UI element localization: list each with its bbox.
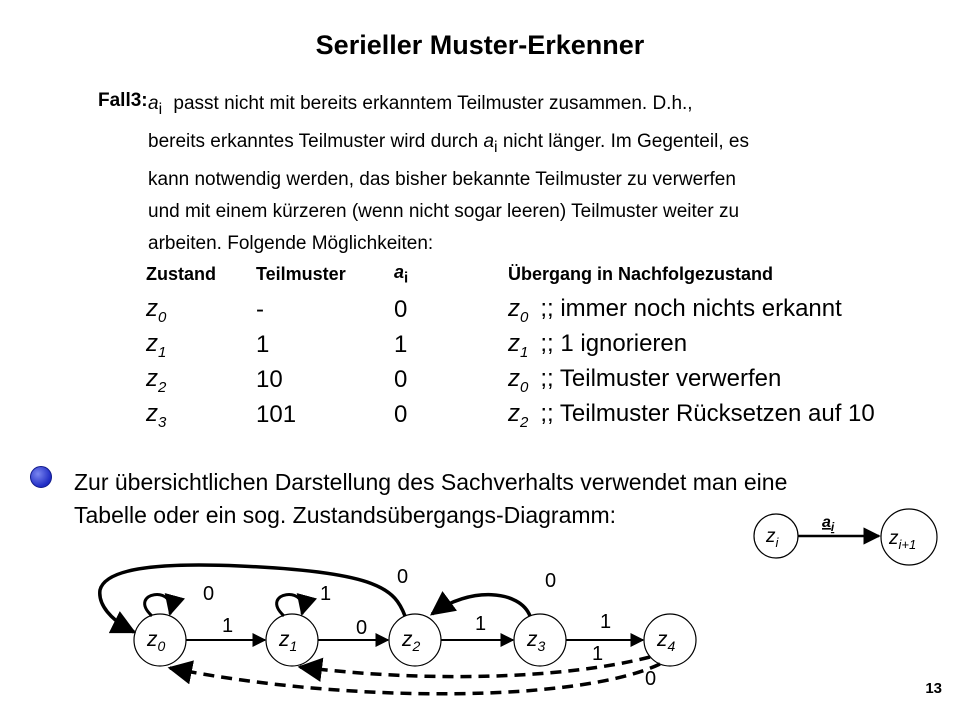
edge-z1-z1	[277, 595, 303, 616]
cell-pattern: 10	[256, 366, 283, 394]
header-transition: Übergang in Nachfolgezustand	[508, 263, 774, 284]
page-number: 13	[925, 680, 942, 697]
label-z0-z0: 0	[203, 583, 215, 605]
header-input: $a_i$	[394, 262, 409, 287]
edge-z0-z0	[145, 595, 171, 616]
state-z4-label: $z_4$	[657, 628, 676, 654]
cell-pattern: 1	[256, 331, 270, 359]
cell-input: 0	[394, 401, 408, 429]
header-state: Zustand	[146, 263, 216, 284]
case-line-4: und mit einem kürzeren (wenn nicht sogar leeren) Teilmuster weiter zu	[148, 200, 740, 222]
cell-input: 1	[394, 331, 408, 359]
label-z1-z1: 1	[320, 583, 332, 605]
cell-transition: $z_0$ ;; immer noch nichts erkannt	[508, 294, 842, 326]
case-line-1: $a_i$ passt nicht mit bereits erkanntem Teilmuster zusammen. D.h.,	[148, 93, 693, 118]
cell-input: 0	[394, 296, 408, 324]
cell-transition: $z_1$ ;; 1 ignorieren	[508, 329, 688, 361]
legend-to-label: $z_{i+1}$	[889, 528, 917, 552]
label-z3-z2: 0	[545, 570, 557, 592]
cell-state: $z_0$	[146, 294, 167, 326]
label-z4-z1: 1	[592, 643, 604, 665]
case-label: Fall3:	[98, 90, 148, 111]
case-line-3: kann notwendig werden, das bisher bekannte Teilmuster zu verwerfen	[148, 168, 736, 190]
label-z0-z1: 1	[222, 615, 234, 637]
legend-from-label: $z_i$	[766, 526, 779, 550]
cell-input: 0	[394, 366, 408, 394]
cell-state: $z_2$	[146, 364, 167, 396]
legend-input-label: $a_i$	[822, 514, 835, 534]
state-z0-label: $z_0$	[147, 628, 166, 654]
bullet-line-1: Zur übersichtlichen Darstellung des Sachverhalts verwendet man eine	[74, 469, 788, 495]
label-z2-z3: 1	[475, 613, 487, 635]
slide-title: Serieller Muster-Erkenner	[315, 30, 645, 60]
cell-state: $z_1$	[146, 329, 167, 361]
state-z3-label: $z_3$	[527, 628, 546, 654]
label-z2-z0: 0	[397, 566, 409, 588]
state-z2-label: $z_2$	[402, 628, 421, 654]
diagram-edge-labels	[203, 566, 656, 690]
bullet-line-2: Tabelle oder ein sog. Zustandsübergangs-Diagramm:	[74, 502, 617, 528]
label-z3-z4: 1	[600, 611, 612, 633]
legend	[754, 509, 937, 565]
label-z1-z2: 0	[356, 617, 368, 639]
cell-pattern: -	[256, 296, 264, 324]
cell-pattern: 101	[256, 401, 297, 429]
label-z4-z0: 0	[645, 668, 657, 690]
case-line-2: bereits erkanntes Teilmuster wird durch $a_i$ nicht länger. Im Gegenteil, es	[148, 130, 749, 156]
cell-transition: $z_0$ ;; Teilmuster verwerfen	[508, 364, 782, 396]
header-pattern: Teilmuster	[256, 263, 346, 284]
cell-state: $z_3$	[146, 399, 167, 431]
case-line-5: arbeiten. Folgende Möglichkeiten:	[148, 232, 434, 254]
cell-transition: $z_2$ ;; Teilmuster Rücksetzen auf 10	[508, 399, 875, 431]
state-z1-label: $z_1$	[279, 628, 298, 654]
